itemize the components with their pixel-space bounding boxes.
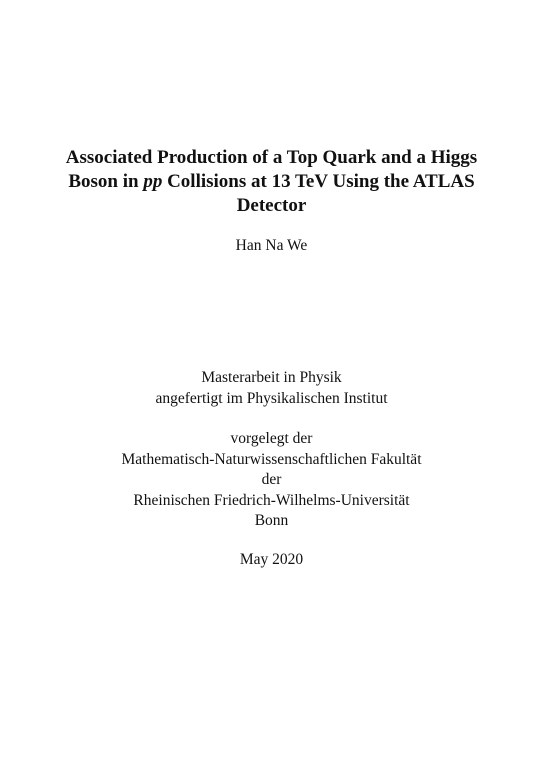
faculty-name: Mathematisch-Naturwissenschaftlichen Fakultät — [121, 450, 422, 468]
title-line-2-italic: pp — [143, 171, 163, 192]
title-line-1: Associated Production of a Top Quark and a Higgs — [65, 147, 478, 168]
title-line-3: Detector — [236, 195, 307, 216]
thesis-title — [40, 146, 503, 218]
submission-date: May 2020 — [239, 551, 304, 568]
thesis-type-block — [0, 368, 543, 409]
title-line-2-pre: Boson in — [68, 171, 144, 192]
thesis-type: Masterarbeit in Physik — [201, 369, 342, 386]
submission-block — [0, 429, 543, 532]
thesis-institute: angefertigt im Physikalischen Institut — [155, 389, 388, 407]
submission-line-1: vorgelegt der — [230, 430, 313, 447]
submission-line-3: der — [261, 471, 282, 488]
city-name: Bonn — [254, 512, 289, 529]
university-name: Rheinischen Friedrich-Wilhelms-Universität — [133, 491, 410, 509]
author-name: Han Na We — [235, 237, 308, 254]
title-line-2-post: Collisions at 13 TeV Using the ATLAS — [162, 171, 475, 192]
